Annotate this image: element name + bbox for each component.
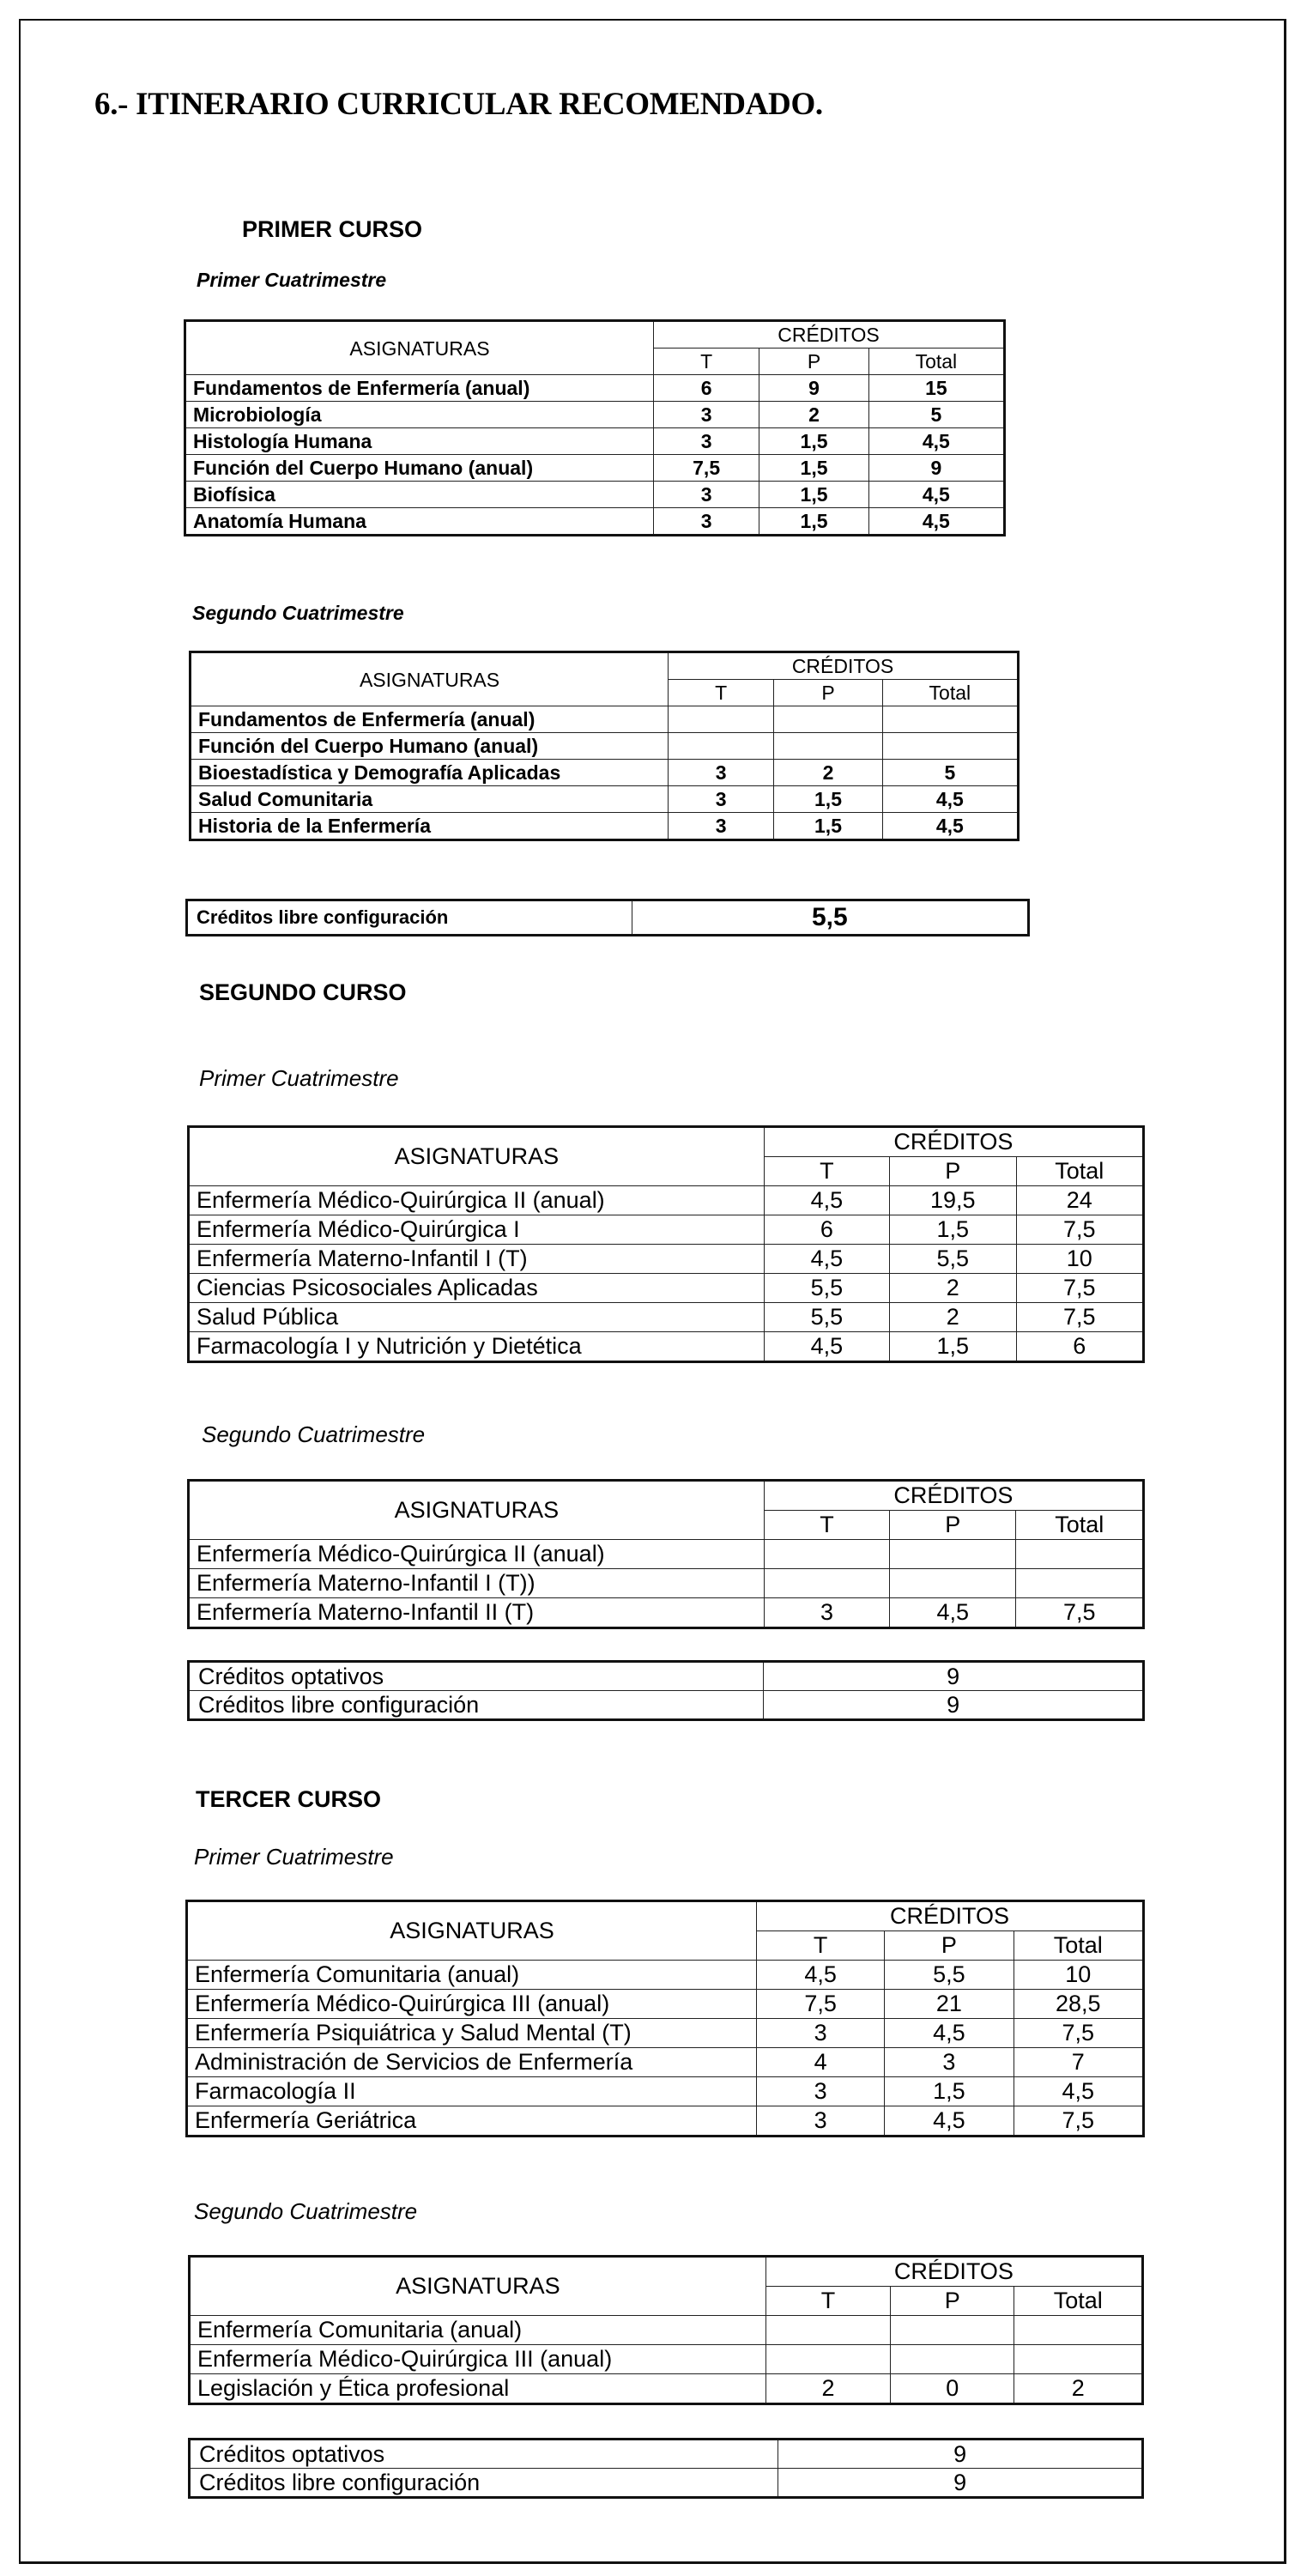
credits-total: 24 — [1016, 1186, 1143, 1215]
credits-total: 5 — [882, 760, 1018, 786]
credits-t — [764, 1569, 889, 1598]
course-heading: SEGUNDO CURSO — [199, 979, 407, 1005]
credits-t: 3 — [756, 2019, 884, 2048]
credits-t: 3 — [756, 2106, 884, 2137]
credits-p — [774, 706, 882, 733]
subject-name: Función del Cuerpo Humano (anual) — [191, 733, 669, 760]
subject-name: Fundamentos de Enfermería (anual) — [191, 706, 669, 733]
subjects-table — [184, 319, 1006, 536]
credits-p: 9 — [759, 375, 868, 402]
header-t: T — [764, 1511, 889, 1540]
credits-t: 4,5 — [764, 1186, 889, 1215]
credits-t: 2 — [765, 2374, 890, 2404]
header-total: Total — [1014, 2287, 1143, 2316]
term-heading: Segundo Cuatrimestre — [202, 1421, 426, 1447]
credits-p: 4,5 — [890, 1598, 1016, 1628]
subjects-table — [188, 2255, 1144, 2405]
header-t: T — [756, 1931, 884, 1961]
credits-t — [669, 733, 774, 760]
credits-total: 4,5 — [868, 428, 1004, 455]
term-heading: Segundo Cuatrimestre — [192, 602, 404, 624]
credits-p: 1,5 — [759, 508, 868, 536]
credits-t: 3 — [669, 760, 774, 786]
header-asignaturas: ASIGNATURAS — [190, 2257, 766, 2316]
term-heading: Primer Cuatrimestre — [194, 1844, 394, 1870]
credits-t: 4,5 — [764, 1332, 889, 1362]
table-row — [187, 2106, 1144, 2137]
credits-p: 5,5 — [885, 1961, 1014, 1990]
subject-name: Administración de Servicios de Enfermería — [187, 2048, 757, 2077]
table-row — [185, 402, 1005, 428]
credits-t: 7,5 — [756, 1990, 884, 2019]
credits-p: 1,5 — [774, 813, 882, 840]
subject-name: Ciencias Psicosociales Aplicadas — [189, 1274, 765, 1303]
header-total: Total — [868, 349, 1004, 375]
table-row — [189, 1245, 1144, 1274]
table-row — [189, 1332, 1144, 1362]
credits-total: 6 — [1016, 1332, 1143, 1362]
header-p: P — [891, 2287, 1014, 2316]
table-row — [189, 1303, 1144, 1332]
table-row — [187, 2019, 1144, 2048]
credits-p: 2 — [890, 1274, 1016, 1303]
header-p: P — [890, 1511, 1016, 1540]
credits-label: Créditos optativos — [189, 1662, 764, 1691]
table-row — [189, 1598, 1144, 1628]
credits-p: 2 — [774, 760, 882, 786]
credits-total: 7 — [1014, 2048, 1143, 2077]
subject-name: Microbiología — [185, 402, 654, 428]
credits-t: 4 — [756, 2048, 884, 2077]
table-row — [191, 706, 1019, 733]
credits-t: 4,5 — [756, 1961, 884, 1990]
subject-name: Fundamentos de Enfermería (anual) — [185, 375, 654, 402]
credits-p: 2 — [890, 1303, 1016, 1332]
header-t: T — [653, 349, 759, 375]
header-p: P — [885, 1931, 1014, 1961]
credits-total: 7,5 — [1016, 1598, 1144, 1628]
page-title: 6.- ITINERARIO CURRICULAR RECOMENDADO. — [94, 87, 823, 122]
table-row — [191, 813, 1019, 840]
subject-name: Enfermería Médico-Quirúrgica III (anual) — [187, 1990, 757, 2019]
table-row — [189, 1186, 1144, 1215]
subject-name: Enfermería Médico-Quirúrgica II (anual) — [189, 1186, 765, 1215]
table-row — [189, 1540, 1144, 1569]
credits-p: 3 — [885, 2048, 1014, 2077]
credits-value: 9 — [778, 2469, 1143, 2498]
term-heading: Primer Cuatrimestre — [199, 1065, 399, 1091]
table-row — [187, 2048, 1144, 2077]
credits-total: 4,5 — [882, 786, 1018, 813]
credits-t: 4,5 — [764, 1245, 889, 1274]
credits-t — [765, 2316, 890, 2345]
course-heading: TERCER CURSO — [196, 1786, 382, 1812]
credits-t: 3 — [653, 402, 759, 428]
subject-name: Farmacología I y Nutrición y Dietética — [189, 1332, 765, 1362]
header-creditos: CRÉDITOS — [765, 2257, 1142, 2287]
credits-label: Créditos libre configuración — [189, 1691, 764, 1720]
table-row — [190, 2345, 1143, 2374]
subject-name: Salud Comunitaria — [191, 786, 669, 813]
subjects-table — [189, 651, 1020, 841]
subject-name: Enfermería Médico-Quirúrgica I — [189, 1215, 765, 1245]
subject-name: Bioestadística y Demografía Aplicadas — [191, 760, 669, 786]
credits-total: 28,5 — [1014, 1990, 1143, 2019]
credits-t: 3 — [653, 428, 759, 455]
credits-p — [891, 2345, 1014, 2374]
credits-total: 4,5 — [1014, 2077, 1143, 2106]
credits-t: 5,5 — [764, 1303, 889, 1332]
credits-p: 1,5 — [890, 1215, 1016, 1245]
credits-p: 1,5 — [759, 455, 868, 482]
header-p: P — [890, 1157, 1016, 1186]
credits-summary — [187, 1660, 1145, 1721]
header-asignaturas: ASIGNATURAS — [189, 1481, 765, 1540]
table-row — [185, 482, 1005, 508]
subject-name: Función del Cuerpo Humano (anual) — [185, 455, 654, 482]
credits-t: 3 — [653, 508, 759, 536]
credits-t: 3 — [653, 482, 759, 508]
subject-name: Enfermería Comunitaria (anual) — [187, 1961, 757, 1990]
credits-p — [890, 1569, 1016, 1598]
header-t: T — [765, 2287, 890, 2316]
subject-name: Histología Humana — [185, 428, 654, 455]
credits-total: 10 — [1014, 1961, 1143, 1990]
header-p: P — [759, 349, 868, 375]
header-total: Total — [1016, 1511, 1144, 1540]
subject-name: Legislación y Ética profesional — [190, 2374, 766, 2404]
subject-name: Enfermería Médico-Quirúrgica II (anual) — [189, 1540, 765, 1569]
subject-name: Anatomía Humana — [185, 508, 654, 536]
credits-t — [764, 1540, 889, 1569]
header-asignaturas: ASIGNATURAS — [187, 1901, 757, 1961]
credits-p: 1,5 — [890, 1332, 1016, 1362]
credits-label: Créditos libre configuración — [190, 2469, 778, 2498]
header-total: Total — [882, 680, 1018, 706]
credits-t: 3 — [669, 813, 774, 840]
subject-name: Farmacología II — [187, 2077, 757, 2106]
subject-name: Biofísica — [185, 482, 654, 508]
credits-total: 2 — [1014, 2374, 1143, 2404]
header-t: T — [669, 680, 774, 706]
credits-row — [189, 1662, 1144, 1691]
credits-total — [882, 706, 1018, 733]
credits-p: 2 — [759, 402, 868, 428]
subject-name: Enfermería Geriátrica — [187, 2106, 757, 2137]
header-total: Total — [1016, 1157, 1143, 1186]
credits-t: 6 — [764, 1215, 889, 1245]
credits-p: 0 — [891, 2374, 1014, 2404]
credits-total: 5 — [868, 402, 1004, 428]
credits-p: 21 — [885, 1990, 1014, 2019]
subject-name: Enfermería Comunitaria (anual) — [190, 2316, 766, 2345]
credits-label: Créditos optativos — [190, 2440, 778, 2469]
credits-row — [189, 1691, 1144, 1720]
credits-p — [774, 733, 882, 760]
header-creditos: CRÉDITOS — [764, 1481, 1143, 1511]
credits-p: 5,5 — [890, 1245, 1016, 1274]
credits-total: 10 — [1016, 1245, 1143, 1274]
table-row — [191, 733, 1019, 760]
credits-value: 5,5 — [632, 900, 1028, 936]
credits-p: 1,5 — [774, 786, 882, 813]
credits-p: 1,5 — [759, 482, 868, 508]
subject-name: Enfermería Materno-Infantil I (T) — [189, 1245, 765, 1274]
credits-row — [187, 900, 1029, 936]
header-asignaturas: ASIGNATURAS — [185, 321, 654, 375]
header-asignaturas: ASIGNATURAS — [189, 1127, 765, 1186]
credits-p: 19,5 — [890, 1186, 1016, 1215]
table-row — [189, 1569, 1144, 1598]
credits-total: 7,5 — [1014, 2019, 1143, 2048]
table-row — [185, 455, 1005, 482]
header-creditos: CRÉDITOS — [669, 652, 1019, 680]
table-row — [189, 1274, 1144, 1303]
header-creditos: CRÉDITOS — [764, 1127, 1143, 1157]
credits-total: 7,5 — [1016, 1215, 1143, 1245]
credits-total — [1016, 1569, 1144, 1598]
credits-value: 9 — [764, 1691, 1144, 1720]
term-heading: Primer Cuatrimestre — [197, 269, 387, 291]
credits-t: 3 — [669, 786, 774, 813]
credits-summary — [188, 2438, 1144, 2499]
table-row — [191, 786, 1019, 813]
credits-p: 1,5 — [885, 2077, 1014, 2106]
credits-t: 7,5 — [653, 455, 759, 482]
credits-value: 9 — [778, 2440, 1143, 2469]
credits-t: 6 — [653, 375, 759, 402]
header-total: Total — [1014, 1931, 1143, 1961]
table-row — [190, 2374, 1143, 2404]
credits-row — [190, 2469, 1143, 2498]
credits-row — [190, 2440, 1143, 2469]
table-row — [185, 375, 1005, 402]
credits-total: 7,5 — [1014, 2106, 1143, 2137]
credits-total: 7,5 — [1016, 1274, 1143, 1303]
table-row — [191, 760, 1019, 786]
table-row — [185, 508, 1005, 536]
header-creditos: CRÉDITOS — [653, 321, 1004, 349]
course-heading: PRIMER CURSO — [242, 216, 423, 242]
term-heading: Segundo Cuatrimestre — [194, 2198, 418, 2224]
table-row — [187, 2077, 1144, 2106]
credits-t: 5,5 — [764, 1274, 889, 1303]
credits-total: 4,5 — [882, 813, 1018, 840]
credits-t: 3 — [756, 2077, 884, 2106]
credits-p — [891, 2316, 1014, 2345]
credits-total: 9 — [868, 455, 1004, 482]
header-asignaturas: ASIGNATURAS — [191, 652, 669, 706]
credits-t — [669, 706, 774, 733]
credits-label: Créditos libre configuración — [187, 900, 632, 936]
credits-p: 1,5 — [759, 428, 868, 455]
subject-name: Salud Pública — [189, 1303, 765, 1332]
credits-t: 3 — [764, 1598, 889, 1628]
credits-total: 15 — [868, 375, 1004, 402]
subject-name: Enfermería Médico-Quirúrgica III (anual) — [190, 2345, 766, 2374]
credits-total: 4,5 — [868, 508, 1004, 536]
table-row — [187, 1990, 1144, 2019]
table-row — [187, 1961, 1144, 1990]
subject-name: Enfermería Psiquiátrica y Salud Mental (T) — [187, 2019, 757, 2048]
credits-p: 4,5 — [885, 2019, 1014, 2048]
credits-value: 9 — [764, 1662, 1144, 1691]
credits-total — [1016, 1540, 1144, 1569]
credits-p: 4,5 — [885, 2106, 1014, 2137]
credits-summary — [185, 899, 1030, 936]
subjects-table — [187, 1125, 1145, 1363]
subject-name: Enfermería Materno-Infantil I (T)) — [189, 1569, 765, 1598]
credits-p — [890, 1540, 1016, 1569]
table-row — [190, 2316, 1143, 2345]
header-creditos: CRÉDITOS — [756, 1901, 1143, 1931]
subject-name: Historia de la Enfermería — [191, 813, 669, 840]
credits-t — [765, 2345, 890, 2374]
table-row — [189, 1215, 1144, 1245]
header-p: P — [774, 680, 882, 706]
table-row — [185, 428, 1005, 455]
header-t: T — [764, 1157, 889, 1186]
subject-name: Enfermería Materno-Infantil II (T) — [189, 1598, 765, 1628]
subjects-table — [185, 1900, 1145, 2137]
credits-total — [1014, 2345, 1143, 2374]
subjects-table — [187, 1479, 1145, 1629]
credits-total — [1014, 2316, 1143, 2345]
credits-total: 4,5 — [868, 482, 1004, 508]
credits-total: 7,5 — [1016, 1303, 1143, 1332]
credits-total — [882, 733, 1018, 760]
